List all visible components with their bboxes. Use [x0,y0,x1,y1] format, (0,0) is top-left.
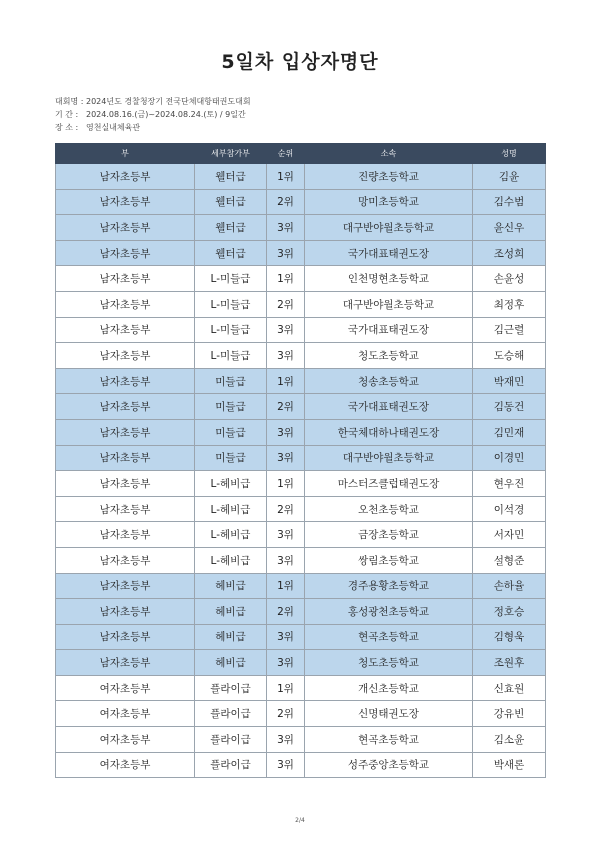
info-label: 기 간 : [55,110,79,119]
cell-division: 남자초등부 [56,215,195,241]
cell-affiliation: 금장초등학교 [305,522,473,548]
table-row [56,522,546,548]
table-row [56,471,546,497]
cell-name: 김윤 [473,164,546,190]
cell-rank: 3위 [267,445,305,471]
header-division: 부 [56,144,195,164]
results-table [55,143,546,778]
cell-affiliation: 국가대표태권도장 [305,394,473,420]
cell-weight-class: L-헤비급 [195,522,267,548]
table-row [56,368,546,394]
cell-affiliation: 청도초등학교 [305,343,473,369]
table-row [56,164,546,190]
table-row [56,445,546,471]
cell-rank: 1위 [267,164,305,190]
cell-rank: 2위 [267,701,305,727]
table-row [56,752,546,778]
cell-division: 남자초등부 [56,394,195,420]
cell-division: 여자초등부 [56,701,195,727]
info-value: 영천실내체육관 [86,123,141,132]
cell-division: 남자초등부 [56,599,195,625]
table-row [56,573,546,599]
cell-rank: 2위 [267,599,305,625]
cell-affiliation: 쌍림초등학교 [305,547,473,573]
cell-name: 윤신우 [473,215,546,241]
cell-affiliation: 신명태권도장 [305,701,473,727]
cell-division: 남자초등부 [56,573,195,599]
cell-division: 남자초등부 [56,291,195,317]
cell-name: 손윤성 [473,266,546,292]
cell-division: 남자초등부 [56,317,195,343]
table-row [56,419,546,445]
cell-affiliation: 현곡초등학교 [305,727,473,753]
table-row [56,496,546,522]
cell-name: 설형준 [473,547,546,573]
cell-rank: 1위 [267,573,305,599]
cell-affiliation: 진량초등학교 [305,164,473,190]
cell-weight-class: 미들급 [195,394,267,420]
cell-weight-class: L-미들급 [195,343,267,369]
cell-name: 도승해 [473,343,546,369]
table-row [56,650,546,676]
cell-affiliation: 청도초등학교 [305,650,473,676]
cell-name: 김수범 [473,189,546,215]
cell-weight-class: 헤비급 [195,624,267,650]
cell-division: 남자초등부 [56,496,195,522]
cell-name: 김소윤 [473,727,546,753]
cell-division: 남자초등부 [56,522,195,548]
cell-weight-class: 미들급 [195,445,267,471]
cell-affiliation: 대구반야월초등학교 [305,445,473,471]
cell-weight-class: 미들급 [195,419,267,445]
cell-name: 정호승 [473,599,546,625]
cell-name: 박새론 [473,752,546,778]
cell-weight-class: L-헤비급 [195,547,267,573]
cell-rank: 1위 [267,368,305,394]
cell-rank: 3위 [267,240,305,266]
cell-division: 남자초등부 [56,419,195,445]
cell-rank: 2위 [267,496,305,522]
table-row [56,215,546,241]
table-row [56,394,546,420]
cell-weight-class: 헤비급 [195,599,267,625]
cell-division: 여자초등부 [56,752,195,778]
cell-division: 남자초등부 [56,547,195,573]
table-row [56,240,546,266]
cell-weight-class: L-헤비급 [195,471,267,497]
cell-weight-class: 헤비급 [195,573,267,599]
cell-name: 최정후 [473,291,546,317]
cell-affiliation: 개신초등학교 [305,675,473,701]
table-row [56,727,546,753]
cell-weight-class: 플라이급 [195,675,267,701]
cell-division: 남자초등부 [56,164,195,190]
cell-division: 남자초등부 [56,368,195,394]
cell-rank: 1위 [267,266,305,292]
cell-division: 남자초등부 [56,471,195,497]
table-header-row [56,144,546,164]
table-row [56,291,546,317]
header-weight-class: 세부참가부 [195,144,267,164]
cell-name: 김동건 [473,394,546,420]
cell-name: 서자민 [473,522,546,548]
table-row [56,189,546,215]
cell-rank: 3위 [267,419,305,445]
cell-affiliation: 경주용황초등학교 [305,573,473,599]
cell-division: 남자초등부 [56,343,195,369]
cell-name: 손하율 [473,573,546,599]
cell-affiliation: 대구반야월초등학교 [305,291,473,317]
cell-weight-class: L-미들급 [195,266,267,292]
cell-weight-class: 플라이급 [195,727,267,753]
cell-rank: 3위 [267,624,305,650]
cell-rank: 3위 [267,317,305,343]
cell-weight-class: 플라이급 [195,701,267,727]
cell-rank: 3위 [267,727,305,753]
cell-weight-class: 웰터급 [195,189,267,215]
cell-division: 남자초등부 [56,189,195,215]
table-row [56,624,546,650]
header-affiliation: 소속 [305,144,473,164]
cell-weight-class: 플라이급 [195,752,267,778]
cell-affiliation: 인천명현초등학교 [305,266,473,292]
cell-affiliation: 청송초등학교 [305,368,473,394]
info-value: 2024년도 경찰청장기 전국단체대항태권도대회 [86,97,251,106]
table-row [56,266,546,292]
info-venue [55,122,140,134]
cell-affiliation: 망미초등학교 [305,189,473,215]
cell-rank: 3위 [267,343,305,369]
table-row [56,343,546,369]
table-row [56,547,546,573]
cell-weight-class: 헤비급 [195,650,267,676]
cell-name: 조성희 [473,240,546,266]
cell-affiliation: 홍성광천초등학교 [305,599,473,625]
info-tournament [55,96,251,108]
table-row [56,701,546,727]
cell-weight-class: 웰터급 [195,240,267,266]
table-row [56,675,546,701]
cell-weight-class: 미들급 [195,368,267,394]
cell-division: 남자초등부 [56,266,195,292]
cell-division: 여자초등부 [56,675,195,701]
cell-name: 이경민 [473,445,546,471]
cell-name: 김형욱 [473,624,546,650]
cell-name: 김민재 [473,419,546,445]
info-label: 대회명 : [55,97,84,106]
cell-division: 남자초등부 [56,624,195,650]
cell-affiliation: 마스터즈클럽태권도장 [305,471,473,497]
cell-affiliation: 국가대표태권도장 [305,240,473,266]
cell-rank: 1위 [267,675,305,701]
cell-affiliation: 국가대표태권도장 [305,317,473,343]
cell-name: 박재민 [473,368,546,394]
cell-weight-class: 웰터급 [195,215,267,241]
cell-weight-class: L-헤비급 [195,496,267,522]
cell-division: 남자초등부 [56,240,195,266]
cell-affiliation: 현곡초등학교 [305,624,473,650]
cell-weight-class: 웰터급 [195,164,267,190]
cell-name: 김근렬 [473,317,546,343]
cell-rank: 2위 [267,394,305,420]
info-label: 장 소 : [55,123,79,132]
cell-rank: 1위 [267,471,305,497]
cell-name: 신효원 [473,675,546,701]
table-row [56,317,546,343]
cell-rank: 3위 [267,547,305,573]
cell-division: 남자초등부 [56,445,195,471]
cell-rank: 3위 [267,215,305,241]
cell-weight-class: L-미들급 [195,291,267,317]
cell-name: 조원후 [473,650,546,676]
cell-division: 여자초등부 [56,727,195,753]
cell-name: 현우진 [473,471,546,497]
page-number: 2/4 [295,817,305,824]
header-name: 성명 [473,144,546,164]
cell-rank: 2위 [267,189,305,215]
cell-affiliation: 한국체대하나태권도장 [305,419,473,445]
cell-rank: 3위 [267,522,305,548]
cell-division: 남자초등부 [56,650,195,676]
info-value: 2024.08.16.(금)~2024.08.24.(토) / 9일간 [86,110,246,119]
cell-rank: 3위 [267,650,305,676]
cell-affiliation: 성주중앙초등학교 [305,752,473,778]
table-row [56,599,546,625]
header-rank: 순위 [267,144,305,164]
cell-name: 이석경 [473,496,546,522]
cell-rank: 2위 [267,291,305,317]
cell-name: 강유빈 [473,701,546,727]
page-title: 5일차 입상자명단 [221,51,379,73]
cell-rank: 3위 [267,752,305,778]
info-period [55,109,246,121]
cell-weight-class: L-미들급 [195,317,267,343]
cell-affiliation: 대구반야월초등학교 [305,215,473,241]
cell-affiliation: 오천초등학교 [305,496,473,522]
